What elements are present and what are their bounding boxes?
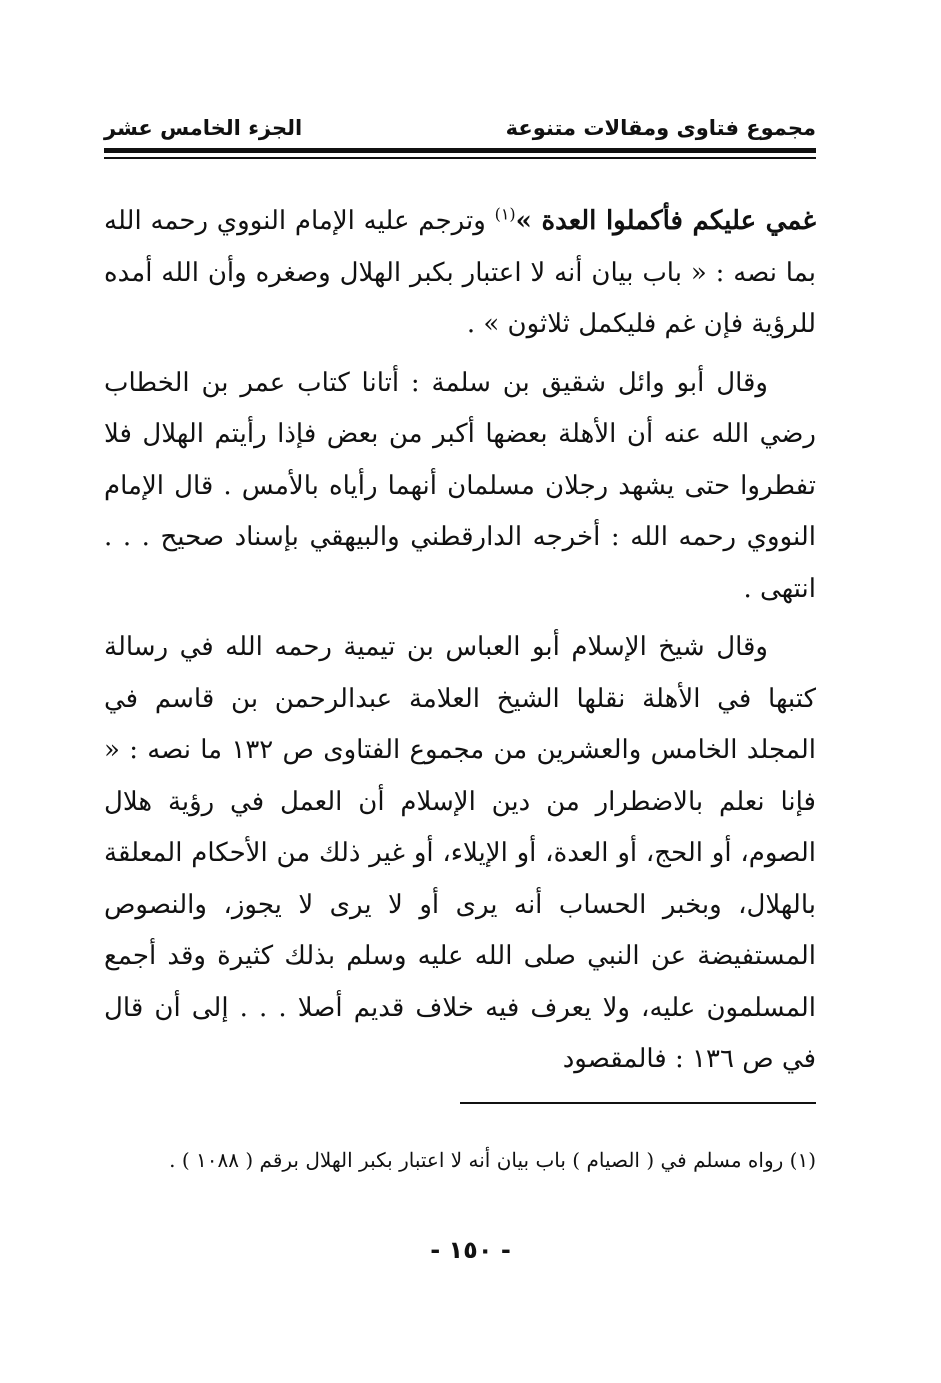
paragraph-2: وقال أبو وائل شقيق بن سلمة : أتانا كتاب عمر بن الخطاب رضي الله عنه أن الأهلة بعضها أكبر من بعض فإذا رأيتم الهلال فلا تفطروا حتى يشهد رجلان مسلمان أنهما رأياه بالأمس . قال الإمام النووي رحمه الله : أخرجه الدارقطني والبيهقي بإسناد صحيح . . . انتهى .	[104, 367, 817, 604]
hadith-quote-end: غمي عليكم فأكملوا العدة »	[515, 206, 816, 236]
book-title: مجموع فتاوى ومقالات متنوعة	[505, 116, 816, 140]
main-text	[104, 196, 816, 1086]
header-rule-thick	[104, 148, 816, 153]
footnote	[104, 1140, 816, 1180]
paragraph-3: وقال شيخ الإسلام أبو العباس بن تيمية رحمه الله في رسالة كتبها في الأهلة نقلها الشيخ العلامة عبدالرحمن بن قاسم في المجلد الخامس والعشرين من مجموع الفتاوى ص ١٣٢ ما نصه : « فإنا نعلم بالاضطرار من دين الإسلام أن العمل في رؤية هلال الصوم، أو الحج، أو العدة، أو الإيلاء، أو غير ذلك من الأحكام المعلقة بالهلال، وبخبر الحساب أنه يرى أو لا يرى لا يجوز، والنصوص المستفيضة عن النبي صلى الله عليه وسلم بذلك كثيرة وقد أجمع المسلمون عليه، ولا يعرف فيه خلاف قديم أصلا . . . إلى أن قال في ص ١٣٦ : فالمقصود	[104, 632, 816, 1074]
footnote-reference[interactable]: (١)	[494, 204, 516, 224]
paragraph-1-text: وترجم عليه الإمام النووي رحمه الله بما نصه : « باب بيان أنه لا اعتبار بكبر الهلال وصغره وأن الله أمده للرؤية فإن غم فليكمل ثلاثون » .	[104, 206, 816, 339]
footnote-separator	[460, 1102, 816, 1104]
paragraph-1	[104, 196, 816, 351]
page-number: - ١٥٠ -	[430, 1236, 511, 1264]
footnote-text: (١) رواه مسلم في ( الصيام ) باب بيان أنه لا اعتبار بكبر الهلال برقم ( ١٠٨٨ ) .	[169, 1148, 816, 1172]
header-rule-thin	[104, 157, 816, 159]
volume-label: الجزء الخامس عشر	[104, 116, 303, 140]
running-header	[104, 112, 816, 144]
